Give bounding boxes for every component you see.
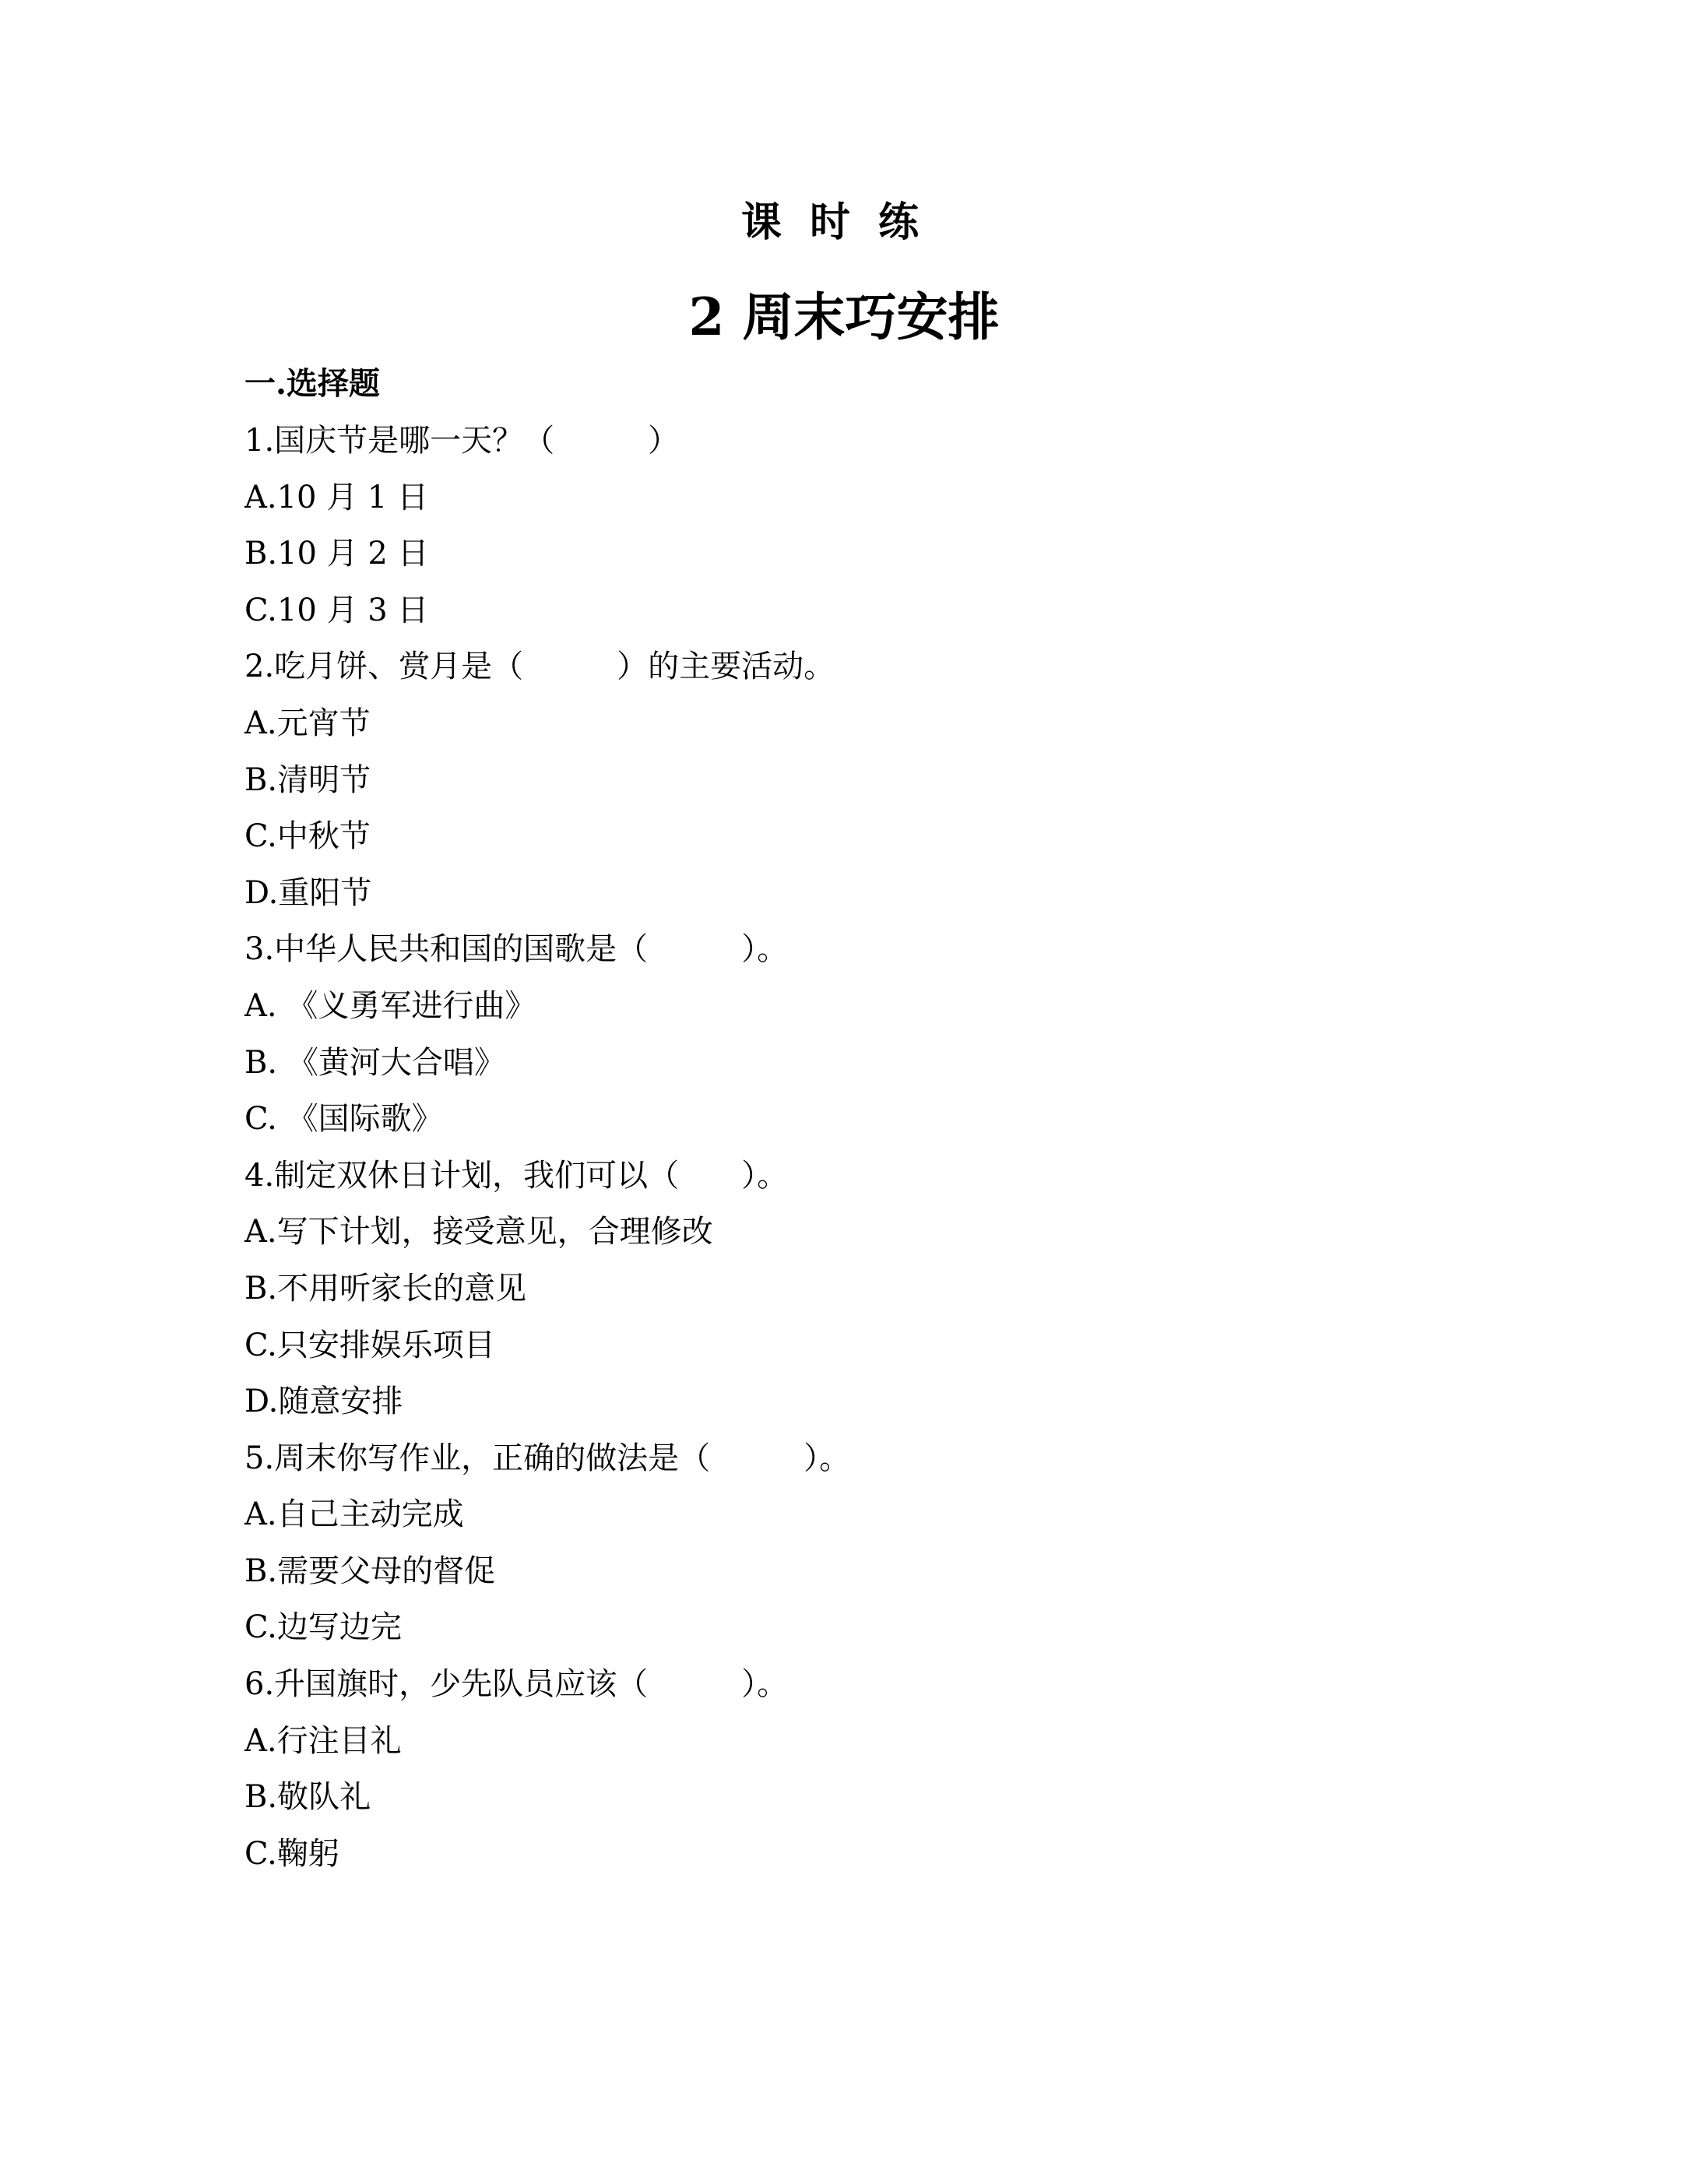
option-c: C.中秋节: [244, 818, 371, 855]
question-1: [244, 413, 1490, 638]
question-section: [244, 355, 1490, 1882]
option-b: B.需要父母的督促: [244, 1553, 496, 1589]
option-c: C.边写边完: [244, 1609, 402, 1646]
question-4: [244, 1148, 1490, 1430]
option-d: D.随意安排: [244, 1384, 403, 1420]
option-c: C. 《国际歌》: [244, 1101, 443, 1138]
option-a: A.自己主动完成: [244, 1496, 464, 1533]
question-6: [244, 1656, 1490, 1882]
option-a: A.10 月 1 日: [244, 479, 429, 515]
lesson-title: 2 周末巧安排: [688, 287, 1000, 347]
question-stem: 1.国庆节是哪一天？（ ）: [244, 423, 680, 459]
question-stem: 4.制定双休日计划，我们可以（ ）。: [244, 1157, 789, 1194]
question-stem: 6.升国旗时，少先队员应该（ ）。: [244, 1666, 789, 1703]
option-a: A.行注目礼: [244, 1722, 402, 1759]
option-c: C.10 月 3 日: [244, 592, 429, 628]
option-b: B.10 月 2 日: [244, 536, 429, 572]
worksheet-title: 课时练: [740, 199, 947, 246]
question-5: [244, 1430, 1490, 1656]
option-b: B. 《黄河大合唱》: [244, 1044, 505, 1081]
section-heading: 一.选择题: [244, 365, 380, 402]
option-b: B.清明节: [244, 761, 371, 798]
option-c: C.只安排娱乐项目: [244, 1327, 495, 1363]
option-a: A.元宵节: [244, 705, 371, 741]
option-a: A.写下计划，接受意见，合理修改: [244, 1214, 713, 1250]
question-stem: 5.周末你写作业，正确的做法是（ ）。: [244, 1440, 851, 1476]
option-d: D.重阳节: [244, 874, 372, 911]
option-b: B.不用听家长的意见: [244, 1270, 527, 1307]
question-stem: 3.中华人民共和国的国歌是（ ）。: [244, 931, 789, 968]
question-3: [244, 921, 1490, 1147]
option-a: A. 《义勇军进行曲》: [244, 987, 536, 1024]
option-c: C.鞠躬: [244, 1835, 339, 1872]
question-stem: 2.吃月饼、赏月是（ ）的主要活动。: [244, 649, 835, 685]
question-2: [244, 638, 1490, 921]
option-b: B.敬队礼: [244, 1779, 371, 1816]
